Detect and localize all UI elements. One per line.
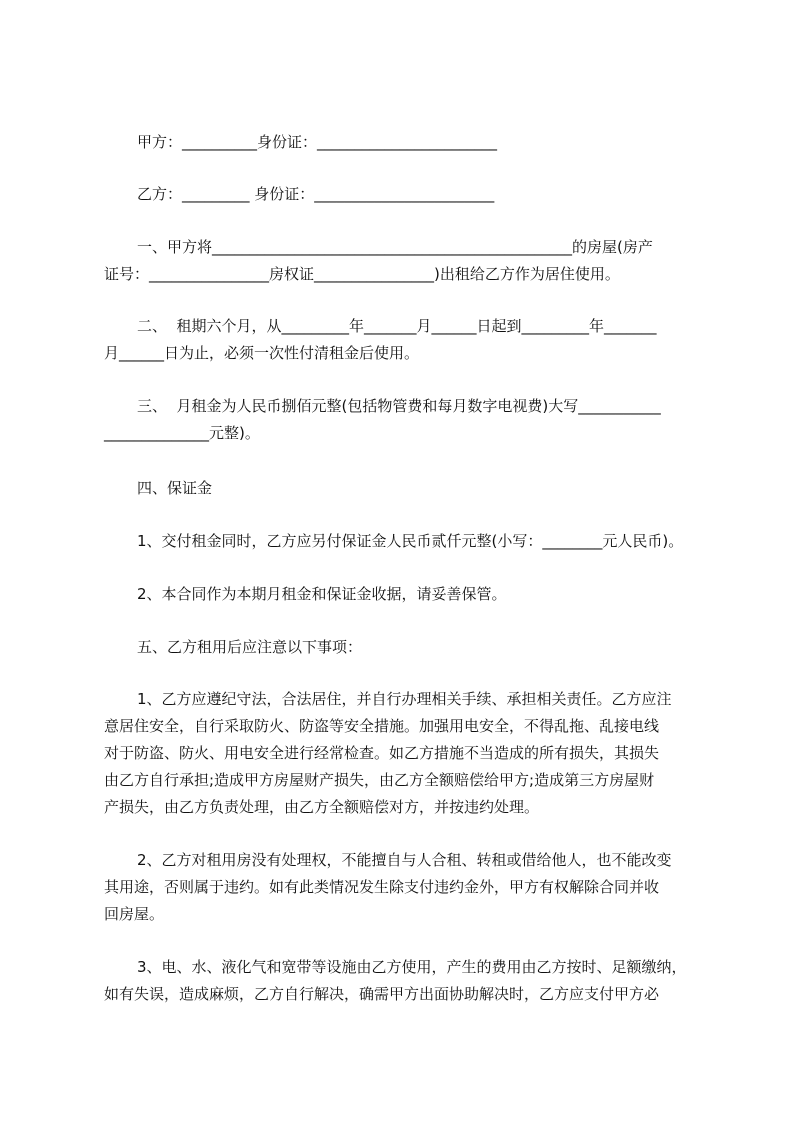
clause-4-title: 四、保证金 bbox=[137, 479, 213, 497]
clause-4-item: 2、本合同作为本期月租金和保证金收据，请妥善保管。 bbox=[137, 585, 507, 603]
clause-5-item-1-line: 1、乙方应遵纪守法，合法居住，并自行办理相关手续、承担相关责任。乙方应注 bbox=[137, 690, 672, 708]
clause-2-line: 月______日为止，必须一次性付清租金后使用。 bbox=[104, 344, 420, 362]
clause-5-item-1-line: 产损失，由乙方负责处理，由乙方全额赔偿对方，并按违约处理。 bbox=[104, 798, 540, 816]
clause-4-item: 1、交付租金同时，乙方应另付保证金人民币贰仟元整(小写：________元人民币)。 bbox=[137, 532, 684, 550]
clause-5-item-1-line: 由乙方自行承担;造成甲方房屋财产损失，由乙方全额赔偿给甲方;造成第三方房屋财 bbox=[104, 771, 655, 789]
clause-3-line: ______________元整)。 bbox=[104, 424, 260, 442]
party-a-line: 甲方：__________身份证：________________________ bbox=[137, 133, 498, 151]
clause-5-item-1-line: 意居住安全，自行采取防火、防盗等安全措施。加强用电安全，不得乱拖、乱接电线 bbox=[104, 717, 660, 735]
clause-5-item-2-line: 2、乙方对租用房没有处理权，不能擅自与人合租、转租或借给他人，也不能改变 bbox=[137, 851, 672, 869]
clause-1-line: 证号：________________房权证________________)出租给乙方作为居住使用。 bbox=[104, 265, 620, 283]
clause-5-item-3-line: 3、电、水、液化气和宽带等设施由乙方使用，产生的费用由乙方按时、足额缴纳， bbox=[137, 958, 687, 976]
clause-1-line: 一、甲方将________________________________________________的房屋(房产 bbox=[137, 238, 653, 256]
clause-3-line: 三、 月租金为人民币捌佰元整(包括物管费和每月数字电视费)大写___________ bbox=[137, 397, 661, 415]
clause-5-title: 五、乙方租用后应注意以下事项： bbox=[137, 638, 363, 656]
clause-2-line: 二、 租期六个月，从_________年_______月______日起到_________年_______ bbox=[137, 317, 657, 335]
clause-5-item-2-line: 回房屋。 bbox=[104, 905, 165, 923]
clause-5-item-2-line: 其用途，否则属于违约。如有此类情况发生除支付违约金外，甲方有权解除合同并收 bbox=[104, 878, 660, 896]
clause-5-item-1-line: 对于防盗、防火、用电安全进行经常检查。如乙方措施不当造成的所有损失，其损失 bbox=[104, 744, 660, 762]
clause-5-item-3-line: 如有失误，造成麻烦，乙方自行解决，确需甲方出面协助解决时，乙方应支付甲方必 bbox=[104, 985, 660, 1003]
party-b-line: 乙方：_________ 身份证：________________________ bbox=[137, 185, 495, 203]
